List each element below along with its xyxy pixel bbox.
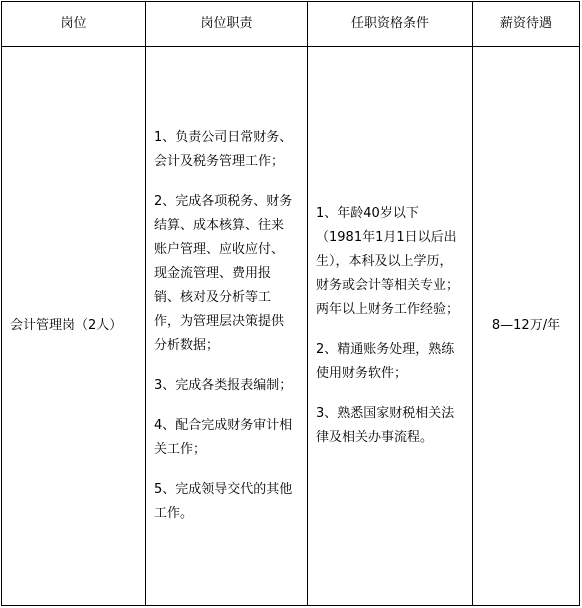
post-cell: 会计管理岗（2人）	[2, 47, 146, 606]
duty-item: 2、完成各项税务、财务结算、成本核算、往来账户管理、应收应付、现金流管理、费用报销、核对及分析等工作，为管理层决策提供分析数据；	[154, 194, 293, 353]
job-requirements-table	[1, 1, 580, 606]
header-post: 岗位	[2, 2, 146, 47]
header-duties: 岗位职责	[146, 2, 308, 47]
header-salary: 薪资待遇	[473, 2, 580, 47]
header-qualifications: 任职资格条件	[308, 2, 473, 47]
salary-cell: 8—12万/年	[473, 47, 580, 606]
qualification-item: 3、熟悉国家财税相关法律及相关办事流程。	[316, 406, 455, 445]
duty-item: 3、完成各类报表编制；	[154, 378, 293, 393]
qualification-item: 2、精通账务处理，熟练使用财务软件；	[316, 342, 455, 381]
qualifications-cell	[308, 47, 473, 606]
duty-item: 4、配合完成财务审计相关工作；	[154, 418, 293, 457]
duty-item: 5、完成领导交代的其他工作。	[154, 482, 293, 521]
duty-item: 1、负责公司日常财务、会计及税务管理工作；	[154, 130, 293, 169]
table-row	[2, 47, 580, 606]
duties-cell	[146, 47, 308, 606]
qualification-item: 1、年龄40岁以下（1981年1月1日以后出生），本科及以上学历，财务或会计等相关专业；两年以上财务工作经验；	[316, 206, 460, 317]
table-header-row	[2, 2, 580, 47]
